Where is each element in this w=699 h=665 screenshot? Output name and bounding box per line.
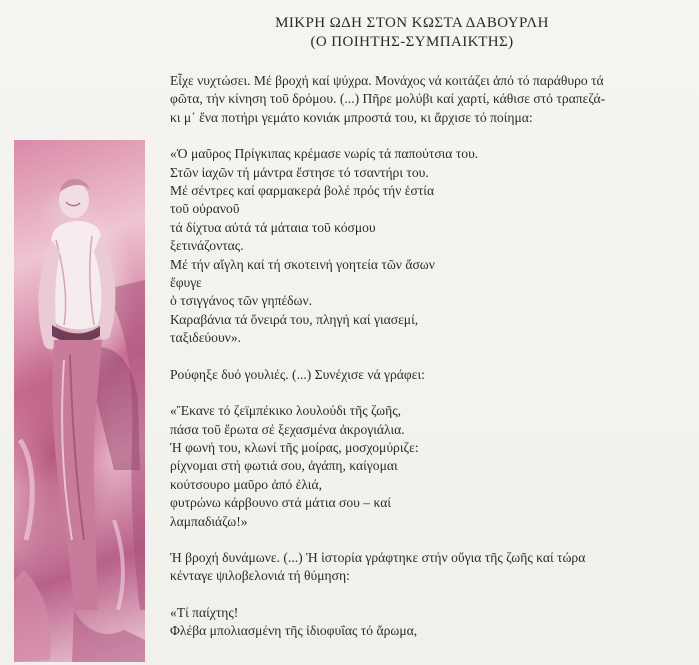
poem-stanza-2 <box>170 402 678 531</box>
text-column <box>170 72 678 641</box>
text-line: Εἶχε νυχτώσει. Μέ βροχή καί ψύχρα. Μονάχος νά κοιτάζει ἀπό τό παράθυρο τά <box>170 73 604 88</box>
text-line: Ρούφηξε δυό γουλιές. (...) Συνέχισε νά γράφει: <box>170 366 425 382</box>
middle-paragraph <box>170 366 678 384</box>
closing-paragraph <box>170 549 678 586</box>
verse-line: Μέ τήν αἴγλη καί τή σκοτεινή γοητεία τῶν ἄσων <box>170 256 435 272</box>
illustration-painting <box>14 140 145 662</box>
title-block <box>262 14 562 52</box>
verse-line: ξετινάζοντας. <box>170 238 244 254</box>
verse-line: Μέ σέντρες καί φαρμακερά βολέ πρός τήν ἑστία <box>170 183 435 199</box>
verse-line: τά δίχτυα αὐτά τά μάταια τοῦ κόσμου <box>170 219 376 235</box>
verse-line: κούτσουρο μαῦρο ἀπό ἐλιά, <box>170 476 322 492</box>
verse-line: λαμπαδιάζω!» <box>170 513 248 529</box>
text-line: κένταγε ψιλοβελονιά τή θύμηση: <box>170 568 350 584</box>
verse-line: φυτρώνω κάρβουνο στά μάτια σου – καί <box>170 495 392 511</box>
page-title: ΜΙΚΡΗ ΩΔΗ ΣΤΟΝ ΚΩΣΤΑ ΔΑΒΟΥΡΛΗ <box>275 15 549 31</box>
verse-line: ὁ τσιγγάνος τῶν γηπέδων. <box>170 293 313 309</box>
intro-paragraph <box>170 72 678 127</box>
verse-line: «Τί παίχτης! <box>170 604 239 620</box>
verse-line: «Ὁ μαῦρος Πρίγκιπας κρέμασε νωρίς τά παπούτσια του. <box>170 146 479 162</box>
text-line: φῶτα, τήν κίνηση τοῦ δρόμου. (...) Πῆρε μολύβι καί χαρτί, κάθισε στό τραπεζά- <box>170 91 606 107</box>
page-subtitle: (Ο ΠΟΙΗΤΗΣ-ΣΥΜΠΑΙΚΤΗΣ) <box>310 34 514 50</box>
painting-figure <box>14 140 145 662</box>
text-line: κι μ᾽ ἕνα ποτήρι γεμάτο κονιάκ μπροστά του, κι ἄρχισε τό ποίημα: <box>170 109 533 125</box>
verse-line: Καραβάνια τά ὄνειρά του, πληγή καί γιασεμί, <box>170 311 419 327</box>
poem-stanza-3 <box>170 604 678 641</box>
verse-line: πάσα τοῦ ἔρωτα σέ ξεχασμένα ἀκρογιάλια. <box>170 421 405 437</box>
verse-line: Φλέβα μπολιασμένη τῆς ἰδιοφυΐας τό ἄρωμα, <box>170 623 418 639</box>
verse-line: ταξιδεύουν». <box>170 330 242 346</box>
verse-line: «Ἔκανε τό ζεϊμπέκικο λουλούδι τῆς ζωῆς, <box>170 403 401 419</box>
verse-line: τοῦ οὐρανοῦ <box>170 201 240 217</box>
verse-line: ἔφυγε <box>170 275 202 291</box>
verse-line: Ἡ φωνή του, κλωνί τῆς μοίρας, μοσχομύριζε: <box>170 439 419 455</box>
text-line: Ἡ βροχή δυνάμωνε. (...) Ἡ ἱστορία γράφτηκε στήν οὔγια τῆς ζωῆς καί τώρα <box>170 549 586 565</box>
poem-stanza-1 <box>170 145 678 347</box>
verse-line: Στῶν ἰαχῶν τή μάντρα ἔστησε τό τσαντήρι του. <box>170 164 429 180</box>
verse-line: ρίχνομαι στή φωτιά σου, ἀγάπη, καίγομαι <box>170 458 398 474</box>
